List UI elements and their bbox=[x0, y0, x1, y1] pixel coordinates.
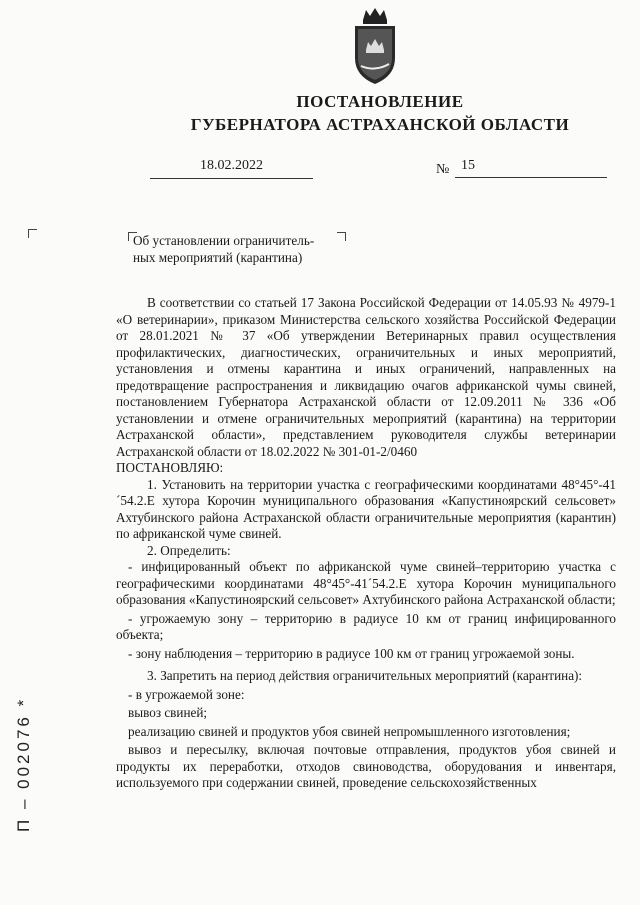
paragraph-item-3: 3. Запретить на период действия ограничительных мероприятий (карантина): bbox=[147, 668, 583, 683]
subject-line: ных мероприятий (карантина) bbox=[133, 250, 303, 265]
preamble-paragraph: В соответствии со статьей 17 Закона Российской Федерации от 14.05.93 № 4979-1 «О ветеринарии», приказом Министерства сельского хозяйства Российской Федерации от 28.01.2021 № 37 «Об утверждении Ветеринарных правил осуществления профилактических, диагностических, ограничительных и иных мероприятий, установления и отмены карантина и иных ограничений, направленных на предотвращение распространения и ликвидацию очагов африканской чумы свиней, постановлением Губернатора Астраханской области от 12.09.2011 № 336 «Об установлении и отмене ограничительных мероприятий (карантина) на территории Астраханской области», представлением руководителя службы ветеринарии Астраханской области от 18.02.2022 № 301-01-2/0460 bbox=[116, 295, 616, 459]
paragraph-item-2b: - угрожаемую зону – территорию в радиусе 10 км от границ инфицированного объекта; bbox=[116, 610, 616, 642]
serial-stamp: П – 002076 * bbox=[14, 696, 33, 832]
paragraph-item-3a3: вывоз и пересылку, включая почтовые отправления, продуктов убоя свиней и продукты их переработки, отходов свиноводства, оборудования и инвентаря, используемого при содержании свиней, проведение сельскохозяйственных bbox=[116, 742, 616, 790]
decree-word: ПОСТАНОВЛЯЮ: bbox=[116, 460, 224, 475]
document-date: 18.02.2022 bbox=[150, 158, 313, 179]
document-type-title: ПОСТАНОВЛЕНИЕ bbox=[296, 92, 464, 111]
document-subject bbox=[133, 232, 353, 266]
issuer-title: ГУБЕРНАТОРА АСТРАХАНСКОЙ ОБЛАСТИ bbox=[190, 115, 570, 134]
paragraph-item-1: 1. Установить на территории участка с географическими координатами 48°45°-41´54.2.Е хутора Корочин муниципального образования «Капустиноярский сельсовет» Ахтубинского района Астраханской области ограничительные мероприятия (карантин) по африканской чуме свиней. bbox=[116, 476, 616, 541]
number-sign: № bbox=[436, 162, 450, 177]
paragraph-item-3a1: вывоз свиней; bbox=[128, 705, 208, 720]
document-body bbox=[116, 295, 616, 792]
paragraph-item-2: 2. Определить: bbox=[147, 542, 231, 558]
corner-mark bbox=[28, 229, 37, 238]
paragraph-item-2c: - зону наблюдения – территорию в радиусе 100 км от границ угрожаемой зоны. bbox=[128, 645, 575, 661]
paragraph-item-3a2: реализацию свиней и продуктов убоя свиней непромышленного изготовления; bbox=[128, 723, 571, 739]
coat-of-arms-icon bbox=[349, 6, 401, 86]
subject-line: Об установлении ограничитель- bbox=[133, 233, 315, 248]
document-number: 15 bbox=[455, 158, 607, 178]
paragraph-item-2a: - инфицированный объект по африканской чуме свиней–территорию участка с географическими координатами 48°45°-41´54.2.Е хутора Корочин муниципального образования «Капустиноярский сельсовет» Ахтубинского района Астраханской области; bbox=[116, 559, 616, 607]
paragraph-item-3a: - в угрожаемой зоне: bbox=[128, 686, 245, 702]
